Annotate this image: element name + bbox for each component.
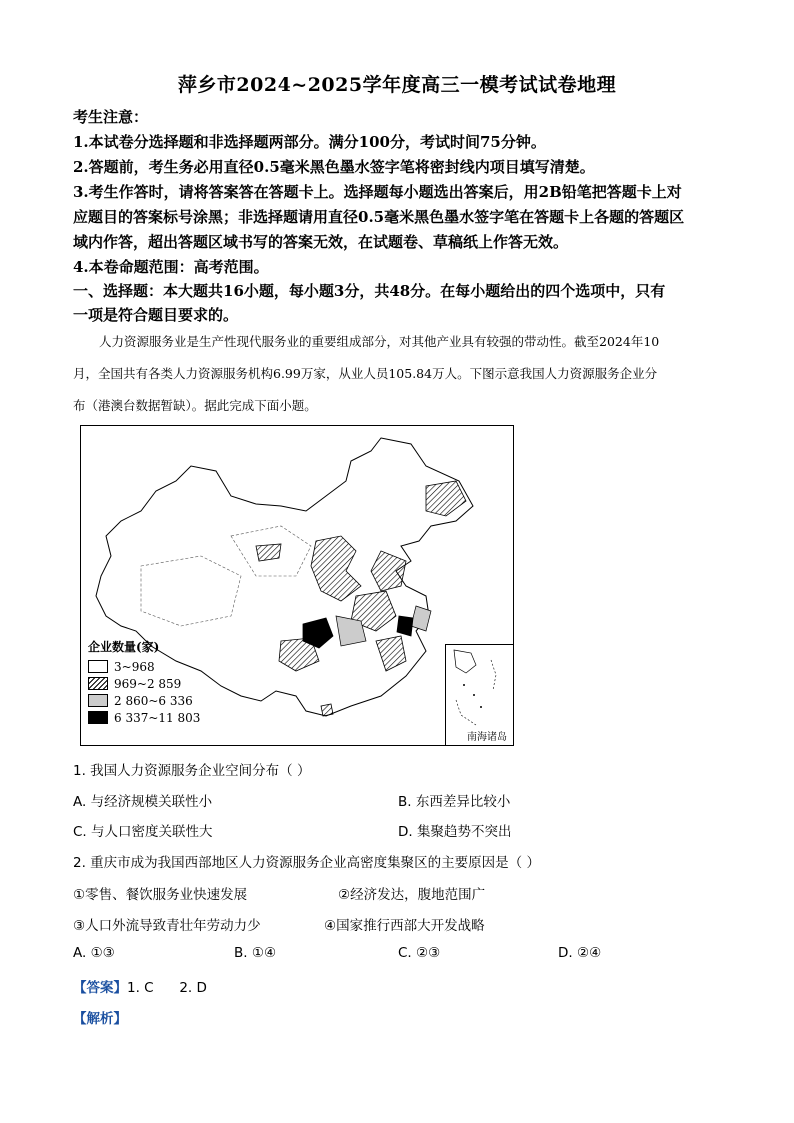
- legend-row: [88, 692, 200, 709]
- passage-line-3: 布（港澳台数据暂缺）。据此完成下面小题。: [73, 398, 317, 413]
- legend-label: 3~968: [114, 659, 155, 674]
- notice-item-3: 3.考生作答时，请将答案答在答题卡上。选择题每小题选出答案后，用2B铅笔把答题卡上对: [73, 183, 682, 201]
- q2-statement-2: ②经济发达，腹地范围广: [338, 887, 486, 903]
- legend-swatch-gray: [88, 694, 108, 707]
- notice-item-1: 1.本试卷分选择题和非选择题两部分。满分100分，考试时间75分钟。: [73, 133, 546, 151]
- notice-item-3-cont: 应题目的答案标号涂黑；非选择题请用直径0.5毫米黑色墨水签字笔在答题卡上各题的答题区: [73, 208, 685, 226]
- question-1-stem: 1. 我国人力资源服务企业空间分布（ ）: [73, 763, 311, 779]
- section-heading: 一、选择题：本大题共16小题，每小题3分，共48分。在每小题给出的四个选项中，只有: [73, 282, 666, 300]
- legend-swatch-black: [88, 711, 108, 724]
- region-hatch-west: [256, 544, 281, 561]
- legend-row: [88, 709, 200, 726]
- map-legend: [88, 638, 200, 726]
- notice-item-2: 2.答题前，考生务必用直径0.5毫米黑色墨水签字笔将密封线内项目填写清楚。: [73, 158, 595, 176]
- answer-text: 1. C 2. D: [127, 980, 207, 996]
- legend-swatch-white: [88, 660, 108, 673]
- passage-line-1: 人力资源服务业是生产性现代服务业的重要组成部分，对其他产业具有较强的带动性。截至2024年10: [99, 334, 660, 349]
- section-heading-cont: 一项是符合题目要求的。: [73, 306, 239, 324]
- analysis-line: [73, 1007, 127, 1027]
- passage-line-2: 月，全国共有各类人力资源服务机构6.99万家，从业人员105.84万人。下图示意我国人力资源服务企业分: [73, 366, 658, 381]
- legend-label: 2 860~6 336: [114, 693, 193, 708]
- legend-title: 企业数量(家): [88, 640, 160, 654]
- legend-label: 969~2 859: [114, 676, 182, 691]
- answer-tag: 【答案】: [73, 980, 127, 996]
- notice-item-3-cont2: 域内作答，超出答题区域书写的答案无效，在试题卷、草稿纸上作答无效。: [73, 233, 569, 251]
- q1-option-b: B. 东西差异比较小: [398, 794, 511, 810]
- legend-row: [88, 658, 200, 675]
- q2-statement-1: ①零售、餐饮服务业快速发展: [73, 887, 248, 903]
- region-black-east: [397, 616, 413, 636]
- legend-label: 6 337~11 803: [114, 710, 201, 725]
- inset-label: 南海诸岛: [467, 732, 507, 743]
- q1-option-c: C. 与人口密度关联性大: [73, 824, 213, 840]
- answer-line: [73, 976, 207, 996]
- q2-option-a: A. ①③: [73, 945, 115, 961]
- q2-option-c: C. ②③: [398, 945, 441, 961]
- legend-row: [88, 675, 200, 692]
- notice-heading: 考生注意：: [73, 108, 149, 126]
- q2-option-d: D. ②④: [558, 945, 602, 961]
- legend-swatch-hatch: [88, 677, 108, 690]
- analysis-tag: 【解析】: [73, 1011, 127, 1027]
- q2-statement-3: ③人口外流导致青壮年劳动力少: [73, 918, 261, 934]
- q1-option-a: A. 与经济规模关联性小: [73, 794, 213, 810]
- page-title: 萍乡市2024~2025学年度高三一模考试试卷地理: [177, 74, 617, 96]
- q1-option-d: D. 集聚趋势不突出: [398, 824, 512, 840]
- q2-statement-4: ④国家推行西部大开发战略: [324, 918, 485, 934]
- question-2-stem: 2. 重庆市成为我国西部地区人力资源服务企业高密度集聚区的主要原因是（ ）: [73, 855, 540, 871]
- notice-item-4: 4.本卷命题范围：高考范围。: [73, 258, 269, 276]
- q2-option-b: B. ①④: [234, 945, 277, 961]
